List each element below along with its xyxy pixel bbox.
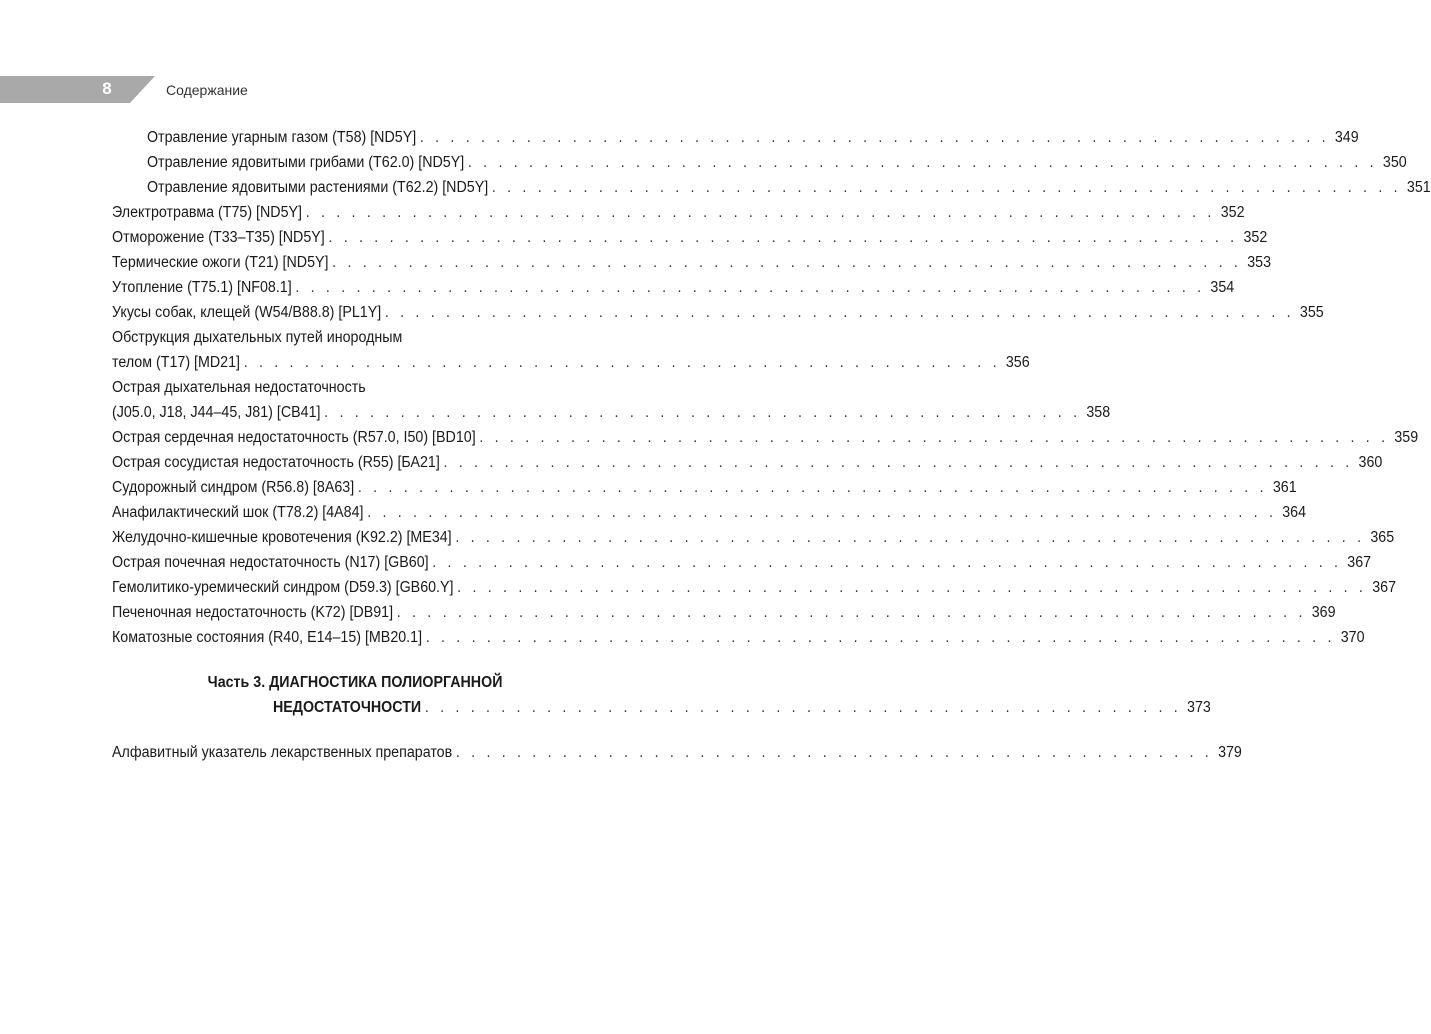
toc-entry-page: 360 bbox=[1358, 454, 1383, 471]
dot-leader: . . . . . . . . . . . . . . . . . . . . . . . . . . . . . . . . . . . . . . . . . . . . . . . . . . . . . . . . . . . . bbox=[357, 479, 1268, 496]
dot-leader: . . . . . . . . . . . . . . . . . . . . . . . . . . . . . . . . . . . . . . . . . . . . . . . . . . bbox=[424, 699, 1182, 716]
toc-entry-page: 373 bbox=[1187, 699, 1211, 716]
toc-entry bbox=[112, 550, 1372, 575]
toc-group-a bbox=[112, 200, 1324, 325]
dot-leader: . . . . . . . . . . . . . . . . . . . . . . . . . . . . . . . . . . . . . . . . . . . . . . . . . . . . . . . . . . . . bbox=[479, 429, 1389, 446]
toc-entry bbox=[112, 475, 1297, 500]
dot-leader: . . . . . . . . . . . . . . . . . . . . . . . . . . . . . . . . . . . . . . . . . . . . . . . . . . . . . . . . . . . . bbox=[457, 579, 1367, 596]
toc-entry-page: 361 bbox=[1272, 479, 1297, 496]
toc-entry-title: Острая сосудистая недостаточность (R55) [БА21] bbox=[112, 454, 440, 471]
toc-entry-title: Электротравма (T75) [ND5Y] bbox=[112, 204, 303, 221]
toc-entry bbox=[112, 625, 1365, 650]
toc-entry bbox=[112, 200, 1245, 225]
toc-entry-page: 352 bbox=[1220, 204, 1245, 221]
toc-entry-page: 359 bbox=[1394, 429, 1419, 446]
toc-entry-page: 349 bbox=[1334, 129, 1359, 146]
toc-entry-title: Анафилактический шок (T78.2) [4A84] bbox=[112, 504, 364, 521]
page-number: 8 bbox=[102, 79, 112, 98]
dot-leader: . . . . . . . . . . . . . . . . . . . . . . . . . . . . . . . . . . . . . . . . . . . . . . . . . . . . . . . . . . . . bbox=[467, 154, 1378, 171]
toc-entry-title: (J05.0, J18, J44–45, J81) [CB41] bbox=[112, 404, 321, 421]
dot-leader: . . . . . . . . . . . . . . . . . . . . . . . . . . . . . . . . . . . . . . . . . . . . . . . . . . . . . . . . . . . . bbox=[432, 554, 1342, 571]
dot-leader: . . . . . . . . . . . . . . . . . . . . . . . . . . . . . . . . . . . . . . . . . . . . . . . . . . . . . . . . . . . . bbox=[443, 454, 1353, 471]
toc-entry bbox=[112, 150, 1407, 175]
toc-entry-index bbox=[112, 740, 1242, 765]
toc-entry-title: телом (T17) [MD21] bbox=[112, 354, 241, 371]
dot-leader: . . . . . . . . . . . . . . . . . . . . . . . . . . . . . . . . . . . . . . . . . . . . . . . . . . . . . . . . . . . . bbox=[491, 179, 1402, 196]
toc-entry-page: 379 bbox=[1218, 744, 1242, 761]
toc-indented-group bbox=[112, 125, 1431, 200]
toc-entry-page: 369 bbox=[1311, 604, 1336, 621]
toc-entry-title: Отравление ядовитыми грибами (T62.0) [ND5Y] bbox=[146, 154, 465, 171]
toc-entry-title: Алфавитный указатель лекарственных препаратов bbox=[112, 744, 453, 761]
toc-entry-title: Отравление ядовитыми растениями (T62.2) [ND5Y] bbox=[146, 179, 489, 196]
toc-entry bbox=[112, 225, 1268, 250]
toc-entry bbox=[112, 250, 1272, 275]
toc-entry-part3 bbox=[112, 695, 1211, 720]
toc-entry bbox=[112, 500, 1307, 525]
dot-leader: . . . . . . . . . . . . . . . . . . . . . . . . . . . . . . . . . . . . . . . . . . . . . . . . . . bbox=[455, 744, 1213, 761]
toc-entry-page: 367 bbox=[1347, 554, 1372, 571]
toc-entry bbox=[112, 275, 1235, 300]
dot-leader: . . . . . . . . . . . . . . . . . . . . . . . . . . . . . . . . . . . . . . . . . . . . . . . . . . . . . . . . . . . . bbox=[384, 304, 1295, 321]
dot-leader: . . . . . . . . . . . . . . . . . . . . . . . . . . . . . . . . . . . . . . . . . . . . . . . . . . . . . . . . . . . . bbox=[328, 229, 1238, 246]
table-of-contents bbox=[112, 125, 1431, 765]
dot-leader: . . . . . . . . . . . . . . . . . . . . . . . . . . . . . . . . . . . . . . . . . . . . . . . . . . . . . . . . . . . . bbox=[455, 529, 1365, 546]
toc-entry-page: 358 bbox=[1086, 404, 1111, 421]
toc-entry-title: Желудочно-кишечные кровотечения (K92.2) [ME34] bbox=[112, 529, 452, 546]
page-header bbox=[0, 76, 691, 103]
toc-entry-page: 356 bbox=[1005, 354, 1030, 371]
toc-entry-page: 354 bbox=[1210, 279, 1235, 296]
toc-entry bbox=[112, 525, 1395, 550]
toc-entry-resp-line1: Острая дыхательная недостаточность bbox=[112, 379, 366, 396]
dot-leader: . . . . . . . . . . . . . . . . . . . . . . . . . . . . . . . . . . . . . . . . . . . . . . . . . . . . . . . . . . . . bbox=[425, 629, 1336, 646]
dot-leader: . . . . . . . . . . . . . . . . . . . . . . . . . . . . . . . . . . . . . . . . . . . . . . . . . . bbox=[243, 354, 1001, 371]
toc-entry-page: 353 bbox=[1247, 254, 1272, 271]
toc-entry bbox=[112, 575, 1397, 600]
part-heading-line1: Часть 3. ДИАГНОСТИКА ПОЛИОРГАННОЙ bbox=[207, 674, 503, 691]
toc-entry-page: 355 bbox=[1299, 304, 1324, 321]
toc-entry-title: Укусы собак, клещей (W54/B88.8) [PL1Y] bbox=[112, 304, 382, 321]
toc-entry-title: Печеночная недостаточность (K72) [DB91] bbox=[112, 604, 394, 621]
toc-entry-title: Термические ожоги (T21) [ND5Y] bbox=[112, 254, 329, 271]
toc-entry-title: Утопление (T75.1) [NF08.1] bbox=[112, 279, 292, 296]
toc-entry-resp bbox=[112, 400, 1111, 425]
dot-leader: . . . . . . . . . . . . . . . . . . . . . . . . . . . . . . . . . . . . . . . . . . . . . . . . . . bbox=[324, 404, 1081, 421]
toc-entry-obstruction-line1: Обструкция дыхательных путей инородным bbox=[112, 329, 403, 346]
toc-entry-page: 365 bbox=[1370, 529, 1395, 546]
toc-entry-title: Отморожение (T33–T35) [ND5Y] bbox=[112, 229, 325, 246]
toc-entry bbox=[112, 125, 1359, 150]
dot-leader: . . . . . . . . . . . . . . . . . . . . . . . . . . . . . . . . . . . . . . . . . . . . . . . . . . . . . . . . . . . . bbox=[396, 604, 1307, 621]
toc-entry bbox=[112, 300, 1324, 325]
toc-entry-title: Отравление угарным газом (T58) [ND5Y] bbox=[146, 129, 417, 146]
page-number-tab bbox=[0, 76, 155, 103]
toc-entry-title: НЕДОСТАТОЧНОСТИ bbox=[273, 699, 422, 716]
toc-entry-title: Гемолитико-уремический синдром (D59.3) [GB60.Y] bbox=[112, 579, 454, 596]
toc-entry-title: Острая сердечная недостаточность (R57.0, I50) [BD10] bbox=[112, 429, 476, 446]
section-title: Содержание bbox=[166, 82, 248, 98]
toc-entry bbox=[112, 425, 1419, 450]
dot-leader: . . . . . . . . . . . . . . . . . . . . . . . . . . . . . . . . . . . . . . . . . . . . . . . . . . . . . . . . . . . . bbox=[332, 254, 1242, 271]
toc-entry-page: 364 bbox=[1282, 504, 1307, 521]
toc-entry bbox=[112, 175, 1431, 200]
dot-leader: . . . . . . . . . . . . . . . . . . . . . . . . . . . . . . . . . . . . . . . . . . . . . . . . . . . . . . . . . . . . bbox=[419, 129, 1330, 146]
toc-entry-page: 351 bbox=[1406, 179, 1431, 196]
toc-group-b bbox=[112, 425, 1419, 650]
dot-leader: . . . . . . . . . . . . . . . . . . . . . . . . . . . . . . . . . . . . . . . . . . . . . . . . . . . . . . . . . . . . bbox=[295, 279, 1205, 296]
toc-entry bbox=[112, 450, 1383, 475]
toc-entry-obstruction bbox=[112, 350, 1030, 375]
toc-entry-title: Судорожный синдром (R56.8) [8A63] bbox=[112, 479, 355, 496]
toc-entry-title: Коматозные состояния (R40, E14–15) [MB20.1] bbox=[112, 629, 423, 646]
toc-entry-page: 367 bbox=[1372, 579, 1397, 596]
toc-entry-page: 352 bbox=[1243, 229, 1268, 246]
dot-leader: . . . . . . . . . . . . . . . . . . . . . . . . . . . . . . . . . . . . . . . . . . . . . . . . . . . . . . . . . . . . bbox=[305, 204, 1216, 221]
dot-leader: . . . . . . . . . . . . . . . . . . . . . . . . . . . . . . . . . . . . . . . . . . . . . . . . . . . . . . . . . . . . bbox=[367, 504, 1277, 521]
toc-entry-title: Острая почечная недостаточность (N17) [GB60] bbox=[112, 554, 429, 571]
toc-entry-page: 370 bbox=[1340, 629, 1365, 646]
toc-entry-page: 350 bbox=[1382, 154, 1407, 171]
toc-entry bbox=[112, 600, 1336, 625]
